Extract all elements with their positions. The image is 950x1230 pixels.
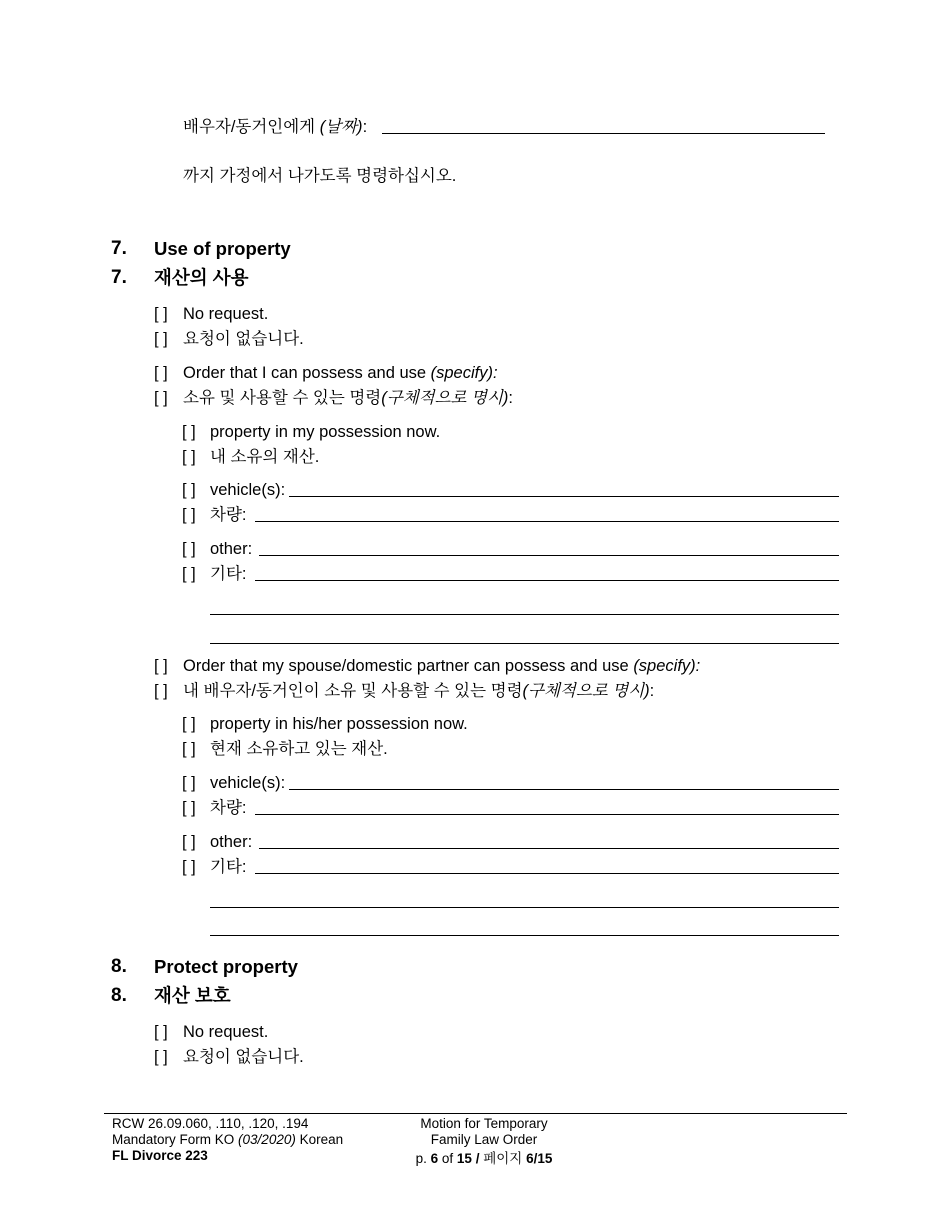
spouse-vehicle-field[interactable] bbox=[289, 789, 839, 790]
footer-title-line1: Motion for Temporary bbox=[420, 1116, 548, 1131]
spouse-possession-label-ko: 현재 소유하고 있는 재산. bbox=[210, 740, 388, 758]
checkbox-spouse-possession[interactable]: [ ] bbox=[182, 715, 196, 733]
checkbox-self-possession[interactable]: [ ] bbox=[182, 423, 196, 441]
self-vehicle-label-ko: 차량: bbox=[210, 506, 247, 524]
footer-page-number: p. 6 of 15 / 페이지 6/15 bbox=[415, 1151, 553, 1166]
section-7-title: Use of property bbox=[154, 238, 291, 259]
no-request-label: No request. bbox=[183, 305, 269, 323]
spouse-other-field[interactable] bbox=[259, 848, 839, 849]
order-spouse-label-ko: 내 배우자/동거인이 소유 및 사용할 수 있는 명령(구체적으로 명시): bbox=[183, 682, 655, 700]
spouse-leave-date-label: 배우자/동거인에게 (날짜): bbox=[183, 118, 368, 136]
checkbox-order-spouse-ko[interactable]: [ ] bbox=[154, 682, 168, 700]
spouse-vehicle-field-ko[interactable] bbox=[255, 814, 839, 815]
order-spouse-label: Order that my spouse/domestic partner can possess and use (specify): bbox=[183, 657, 701, 675]
leave-instruction: 까지 가정에서 나가도록 명령하십시오. bbox=[183, 167, 457, 185]
leave-date-field[interactable] bbox=[382, 133, 825, 134]
checkbox-spouse-vehicle-ko[interactable]: [ ] bbox=[182, 799, 196, 817]
no-request-label-ko: 요청이 없습니다. bbox=[183, 330, 304, 348]
checkbox-8-no-request[interactable]: [ ] bbox=[154, 1023, 168, 1041]
checkbox-spouse-vehicle[interactable]: [ ] bbox=[182, 774, 196, 792]
section-7-title-ko: 재산의 사용 bbox=[154, 267, 249, 288]
spouse-vehicle-label: vehicle(s): bbox=[210, 774, 286, 792]
section-8-title: Protect property bbox=[154, 956, 298, 977]
checkbox-order-self-ko[interactable]: [ ] bbox=[154, 389, 168, 407]
section-7-number-ko: 7. bbox=[111, 267, 127, 288]
checkbox-spouse-other[interactable]: [ ] bbox=[182, 833, 196, 851]
checkbox-order-self[interactable]: [ ] bbox=[154, 364, 168, 382]
spouse-other-extra-line-2[interactable] bbox=[210, 935, 839, 936]
section-8-title-ko: 재산 보호 bbox=[154, 985, 231, 1006]
self-vehicle-field[interactable] bbox=[289, 496, 839, 497]
checkbox-order-spouse[interactable]: [ ] bbox=[154, 657, 168, 675]
checkbox-self-vehicle-ko[interactable]: [ ] bbox=[182, 506, 196, 524]
checkbox-self-vehicle[interactable]: [ ] bbox=[182, 481, 196, 499]
spouse-other-field-ko[interactable] bbox=[255, 873, 839, 874]
spouse-other-extra-line-1[interactable] bbox=[210, 907, 839, 908]
checkbox-7-no-request[interactable]: [ ] bbox=[154, 305, 168, 323]
section-8-no-request-label: No request. bbox=[183, 1023, 269, 1041]
footer-divider bbox=[104, 1113, 847, 1114]
section-8-no-request-label-ko: 요청이 없습니다. bbox=[183, 1048, 304, 1066]
self-other-field-ko[interactable] bbox=[255, 580, 839, 581]
self-possession-label-ko: 내 소유의 재산. bbox=[210, 448, 320, 466]
footer-form-id: FL Divorce 223 bbox=[112, 1148, 208, 1163]
checkbox-spouse-possession-ko[interactable]: [ ] bbox=[182, 740, 196, 758]
footer-rcw: RCW 26.09.060, .110, .120, .194 bbox=[112, 1116, 309, 1131]
checkbox-spouse-other-ko[interactable]: [ ] bbox=[182, 858, 196, 876]
self-other-label: other: bbox=[210, 540, 253, 558]
spouse-other-label: other: bbox=[210, 833, 253, 851]
section-8-number: 8. bbox=[111, 956, 127, 977]
self-other-field[interactable] bbox=[259, 555, 839, 556]
self-other-extra-line-2[interactable] bbox=[210, 643, 839, 644]
self-other-label-ko: 기타: bbox=[210, 565, 247, 583]
section-7-number: 7. bbox=[111, 238, 127, 259]
checkbox-8-no-request-ko[interactable]: [ ] bbox=[154, 1048, 168, 1066]
order-self-label: Order that I can possess and use (specify): bbox=[183, 364, 498, 382]
self-vehicle-field-ko[interactable] bbox=[255, 521, 839, 522]
section-8-number-ko: 8. bbox=[111, 985, 127, 1006]
checkbox-self-possession-ko[interactable]: [ ] bbox=[182, 448, 196, 466]
checkbox-7-no-request-ko[interactable]: [ ] bbox=[154, 330, 168, 348]
self-other-extra-line-1[interactable] bbox=[210, 614, 839, 615]
order-self-label-ko: 소유 및 사용할 수 있는 명령(구체적으로 명시): bbox=[183, 389, 514, 407]
self-vehicle-label: vehicle(s): bbox=[210, 481, 286, 499]
self-possession-label: property in my possession now. bbox=[210, 423, 441, 441]
footer-title-line2: Family Law Order bbox=[430, 1132, 538, 1147]
checkbox-self-other-ko[interactable]: [ ] bbox=[182, 565, 196, 583]
checkbox-self-other[interactable]: [ ] bbox=[182, 540, 196, 558]
footer-form-info: Mandatory Form KO (03/2020) Korean bbox=[112, 1132, 344, 1147]
spouse-vehicle-label-ko: 차량: bbox=[210, 799, 247, 817]
spouse-possession-label: property in his/her possession now. bbox=[210, 715, 468, 733]
spouse-other-label-ko: 기타: bbox=[210, 858, 247, 876]
